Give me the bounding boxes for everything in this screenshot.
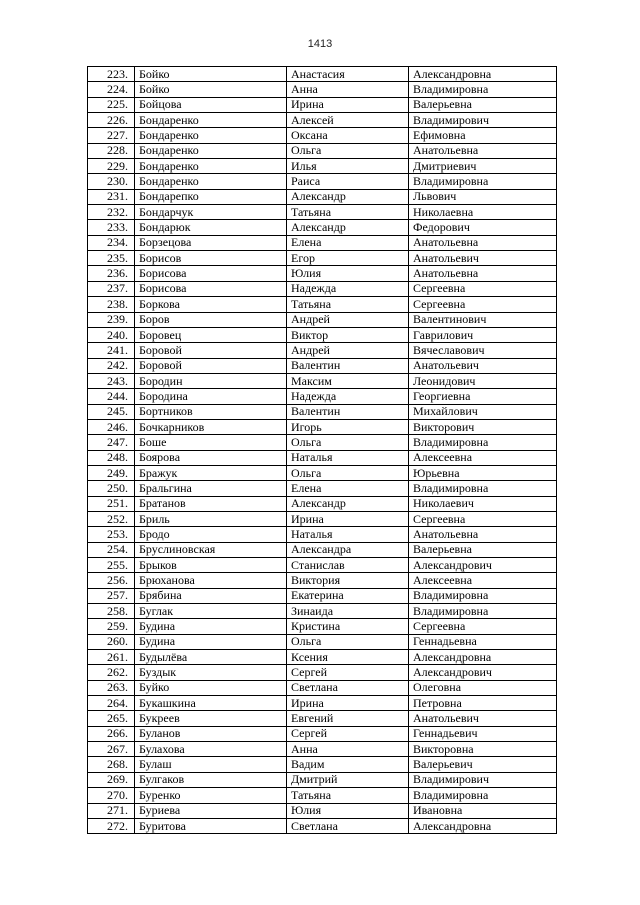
table-row bbox=[88, 297, 557, 312]
last-name-cell: Бруслиновская bbox=[135, 542, 287, 557]
table-row bbox=[88, 465, 557, 480]
first-name-cell: Зинаида bbox=[287, 604, 409, 619]
row-number-cell: 260. bbox=[88, 634, 135, 649]
patronymic-cell: Анатольевна bbox=[409, 143, 557, 158]
patronymic-cell: Геннадьевич bbox=[409, 726, 557, 741]
patronymic-cell: Юрьевна bbox=[409, 465, 557, 480]
last-name-cell: Бойко bbox=[135, 67, 287, 82]
first-name-cell: Анна bbox=[287, 82, 409, 97]
patronymic-cell: Владимировна bbox=[409, 788, 557, 803]
row-number-cell: 233. bbox=[88, 220, 135, 235]
row-number-cell: 223. bbox=[88, 67, 135, 82]
row-number-cell: 239. bbox=[88, 312, 135, 327]
names-table bbox=[87, 66, 557, 834]
first-name-cell: Кристина bbox=[287, 619, 409, 634]
table-row bbox=[88, 174, 557, 189]
patronymic-cell: Александрович bbox=[409, 558, 557, 573]
last-name-cell: Бойцова bbox=[135, 97, 287, 112]
names-table-body bbox=[88, 67, 557, 834]
table-row bbox=[88, 757, 557, 772]
first-name-cell: Юлия bbox=[287, 803, 409, 818]
table-row bbox=[88, 481, 557, 496]
row-number-cell: 236. bbox=[88, 266, 135, 281]
patronymic-cell: Сергеевна bbox=[409, 281, 557, 296]
row-number-cell: 227. bbox=[88, 128, 135, 143]
row-number-cell: 231. bbox=[88, 189, 135, 204]
row-number-cell: 264. bbox=[88, 696, 135, 711]
last-name-cell: Бородин bbox=[135, 373, 287, 388]
table-row bbox=[88, 788, 557, 803]
first-name-cell: Ольга bbox=[287, 634, 409, 649]
first-name-cell: Валентин bbox=[287, 404, 409, 419]
table-row bbox=[88, 419, 557, 434]
last-name-cell: Борзецова bbox=[135, 235, 287, 250]
patronymic-cell: Владимировна bbox=[409, 588, 557, 603]
table-row bbox=[88, 558, 557, 573]
last-name-cell: Боркова bbox=[135, 297, 287, 312]
first-name-cell: Надежда bbox=[287, 389, 409, 404]
table-row bbox=[88, 205, 557, 220]
row-number-cell: 272. bbox=[88, 818, 135, 833]
patronymic-cell: Дмитриевич bbox=[409, 159, 557, 174]
patronymic-cell: Петровна bbox=[409, 696, 557, 711]
patronymic-cell: Леонидович bbox=[409, 373, 557, 388]
last-name-cell: Буриева bbox=[135, 803, 287, 818]
table-row bbox=[88, 343, 557, 358]
table-row bbox=[88, 650, 557, 665]
row-number-cell: 253. bbox=[88, 527, 135, 542]
first-name-cell: Наталья bbox=[287, 527, 409, 542]
table-row bbox=[88, 742, 557, 757]
row-number-cell: 261. bbox=[88, 650, 135, 665]
patronymic-cell: Алексеевна bbox=[409, 450, 557, 465]
row-number-cell: 245. bbox=[88, 404, 135, 419]
first-name-cell: Станислав bbox=[287, 558, 409, 573]
first-name-cell: Ксения bbox=[287, 650, 409, 665]
table-row bbox=[88, 803, 557, 818]
patronymic-cell: Валерьевич bbox=[409, 757, 557, 772]
patronymic-cell: Сергеевна bbox=[409, 297, 557, 312]
patronymic-cell: Александровна bbox=[409, 818, 557, 833]
last-name-cell: Бондаренко bbox=[135, 143, 287, 158]
last-name-cell: Бондаренко bbox=[135, 113, 287, 128]
row-number-cell: 244. bbox=[88, 389, 135, 404]
last-name-cell: Бондаренко bbox=[135, 159, 287, 174]
first-name-cell: Валентин bbox=[287, 358, 409, 373]
table-row bbox=[88, 665, 557, 680]
row-number-cell: 266. bbox=[88, 726, 135, 741]
patronymic-cell: Сергеевна bbox=[409, 511, 557, 526]
last-name-cell: Боровой bbox=[135, 343, 287, 358]
first-name-cell: Ирина bbox=[287, 511, 409, 526]
last-name-cell: Букашкина bbox=[135, 696, 287, 711]
first-name-cell: Татьяна bbox=[287, 205, 409, 220]
patronymic-cell: Владимировна bbox=[409, 604, 557, 619]
patronymic-cell: Ивановна bbox=[409, 803, 557, 818]
patronymic-cell: Анатольевна bbox=[409, 266, 557, 281]
patronymic-cell: Александрович bbox=[409, 665, 557, 680]
last-name-cell: Булаш bbox=[135, 757, 287, 772]
patronymic-cell: Анатольевич bbox=[409, 358, 557, 373]
first-name-cell: Светлана bbox=[287, 818, 409, 833]
patronymic-cell: Федорович bbox=[409, 220, 557, 235]
row-number-cell: 251. bbox=[88, 496, 135, 511]
row-number-cell: 229. bbox=[88, 159, 135, 174]
table-row bbox=[88, 67, 557, 82]
patronymic-cell: Александровна bbox=[409, 650, 557, 665]
last-name-cell: Бондарюк bbox=[135, 220, 287, 235]
table-row bbox=[88, 634, 557, 649]
first-name-cell: Андрей bbox=[287, 343, 409, 358]
first-name-cell: Оксана bbox=[287, 128, 409, 143]
row-number-cell: 226. bbox=[88, 113, 135, 128]
table-row bbox=[88, 251, 557, 266]
last-name-cell: Буланов bbox=[135, 726, 287, 741]
last-name-cell: Бондарепко bbox=[135, 189, 287, 204]
first-name-cell: Вадим bbox=[287, 757, 409, 772]
table-row bbox=[88, 450, 557, 465]
table-row bbox=[88, 573, 557, 588]
first-name-cell: Ирина bbox=[287, 97, 409, 112]
patronymic-cell: Николаевна bbox=[409, 205, 557, 220]
patronymic-cell: Сергеевна bbox=[409, 619, 557, 634]
last-name-cell: Бондарчук bbox=[135, 205, 287, 220]
page-number: 1413 bbox=[307, 38, 333, 50]
table-row bbox=[88, 511, 557, 526]
row-number-cell: 243. bbox=[88, 373, 135, 388]
first-name-cell: Раиса bbox=[287, 174, 409, 189]
patronymic-cell: Ефимовна bbox=[409, 128, 557, 143]
patronymic-cell: Георгиевна bbox=[409, 389, 557, 404]
table-row bbox=[88, 159, 557, 174]
patronymic-cell: Вячеславович bbox=[409, 343, 557, 358]
patronymic-cell: Анатольевич bbox=[409, 251, 557, 266]
table-row bbox=[88, 128, 557, 143]
first-name-cell: Виктория bbox=[287, 573, 409, 588]
patronymic-cell: Анатольевич bbox=[409, 711, 557, 726]
first-name-cell: Екатерина bbox=[287, 588, 409, 603]
table-row bbox=[88, 696, 557, 711]
last-name-cell: Бриль bbox=[135, 511, 287, 526]
row-number-cell: 232. bbox=[88, 205, 135, 220]
table-row bbox=[88, 772, 557, 787]
row-number-cell: 225. bbox=[88, 97, 135, 112]
row-number-cell: 269. bbox=[88, 772, 135, 787]
row-number-cell: 241. bbox=[88, 343, 135, 358]
last-name-cell: Брюханова bbox=[135, 573, 287, 588]
row-number-cell: 250. bbox=[88, 481, 135, 496]
first-name-cell: Елена bbox=[287, 235, 409, 250]
first-name-cell: Александр bbox=[287, 189, 409, 204]
first-name-cell: Александр bbox=[287, 220, 409, 235]
last-name-cell: Боровец bbox=[135, 327, 287, 342]
patronymic-cell: Михайлович bbox=[409, 404, 557, 419]
patronymic-cell: Гаврилович bbox=[409, 327, 557, 342]
last-name-cell: Боше bbox=[135, 435, 287, 450]
last-name-cell: Будылёва bbox=[135, 650, 287, 665]
last-name-cell: Бродо bbox=[135, 527, 287, 542]
first-name-cell: Ольга bbox=[287, 435, 409, 450]
first-name-cell: Светлана bbox=[287, 680, 409, 695]
first-name-cell: Надежда bbox=[287, 281, 409, 296]
row-number-cell: 254. bbox=[88, 542, 135, 557]
last-name-cell: Бондаренко bbox=[135, 174, 287, 189]
first-name-cell: Евгений bbox=[287, 711, 409, 726]
table-row bbox=[88, 680, 557, 695]
patronymic-cell: Геннадьевна bbox=[409, 634, 557, 649]
row-number-cell: 237. bbox=[88, 281, 135, 296]
last-name-cell: Борисова bbox=[135, 266, 287, 281]
row-number-cell: 235. bbox=[88, 251, 135, 266]
table-row bbox=[88, 220, 557, 235]
first-name-cell: Игорь bbox=[287, 419, 409, 434]
table-row bbox=[88, 373, 557, 388]
patronymic-cell: Валерьевна bbox=[409, 542, 557, 557]
table-row bbox=[88, 435, 557, 450]
table-row bbox=[88, 189, 557, 204]
last-name-cell: Булахова bbox=[135, 742, 287, 757]
last-name-cell: Бральгина bbox=[135, 481, 287, 496]
first-name-cell: Виктор bbox=[287, 327, 409, 342]
last-name-cell: Бородина bbox=[135, 389, 287, 404]
patronymic-cell: Валерьевна bbox=[409, 97, 557, 112]
first-name-cell: Ирина bbox=[287, 696, 409, 711]
patronymic-cell: Львович bbox=[409, 189, 557, 204]
last-name-cell: Борисова bbox=[135, 281, 287, 296]
table-row bbox=[88, 527, 557, 542]
first-name-cell: Наталья bbox=[287, 450, 409, 465]
patronymic-cell: Владимировна bbox=[409, 82, 557, 97]
table-row bbox=[88, 97, 557, 112]
row-number-cell: 256. bbox=[88, 573, 135, 588]
table-row bbox=[88, 404, 557, 419]
row-number-cell: 224. bbox=[88, 82, 135, 97]
table-row bbox=[88, 619, 557, 634]
table-row bbox=[88, 281, 557, 296]
last-name-cell: Братанов bbox=[135, 496, 287, 511]
patronymic-cell: Владимировна bbox=[409, 481, 557, 496]
row-number-cell: 262. bbox=[88, 665, 135, 680]
table-row bbox=[88, 312, 557, 327]
table-row bbox=[88, 113, 557, 128]
last-name-cell: Бондаренко bbox=[135, 128, 287, 143]
first-name-cell: Александр bbox=[287, 496, 409, 511]
last-name-cell: Бражук bbox=[135, 465, 287, 480]
patronymic-cell: Владимирович bbox=[409, 113, 557, 128]
last-name-cell: Букреев bbox=[135, 711, 287, 726]
row-number-cell: 248. bbox=[88, 450, 135, 465]
patronymic-cell: Викторович bbox=[409, 419, 557, 434]
patronymic-cell: Викторовна bbox=[409, 742, 557, 757]
row-number-cell: 249. bbox=[88, 465, 135, 480]
table-row bbox=[88, 82, 557, 97]
last-name-cell: Боровой bbox=[135, 358, 287, 373]
patronymic-cell: Анатольевна bbox=[409, 235, 557, 250]
last-name-cell: Буглак bbox=[135, 604, 287, 619]
last-name-cell: Буренко bbox=[135, 788, 287, 803]
first-name-cell: Сергей bbox=[287, 665, 409, 680]
patronymic-cell: Валентинович bbox=[409, 312, 557, 327]
row-number-cell: 242. bbox=[88, 358, 135, 373]
row-number-cell: 258. bbox=[88, 604, 135, 619]
first-name-cell: Юлия bbox=[287, 266, 409, 281]
row-number-cell: 263. bbox=[88, 680, 135, 695]
last-name-cell: Буздык bbox=[135, 665, 287, 680]
patronymic-cell: Владимировна bbox=[409, 435, 557, 450]
table-row bbox=[88, 327, 557, 342]
first-name-cell: Алексей bbox=[287, 113, 409, 128]
table-row bbox=[88, 726, 557, 741]
table-row bbox=[88, 818, 557, 833]
first-name-cell: Дмитрий bbox=[287, 772, 409, 787]
row-number-cell: 247. bbox=[88, 435, 135, 450]
table-row bbox=[88, 266, 557, 281]
row-number-cell: 255. bbox=[88, 558, 135, 573]
patronymic-cell: Александровна bbox=[409, 67, 557, 82]
first-name-cell: Ольга bbox=[287, 143, 409, 158]
last-name-cell: Бочкарников bbox=[135, 419, 287, 434]
row-number-cell: 240. bbox=[88, 327, 135, 342]
last-name-cell: Бортников bbox=[135, 404, 287, 419]
first-name-cell: Илья bbox=[287, 159, 409, 174]
first-name-cell: Егор bbox=[287, 251, 409, 266]
row-number-cell: 228. bbox=[88, 143, 135, 158]
first-name-cell: Андрей bbox=[287, 312, 409, 327]
row-number-cell: 271. bbox=[88, 803, 135, 818]
table-row bbox=[88, 389, 557, 404]
table-row bbox=[88, 143, 557, 158]
row-number-cell: 259. bbox=[88, 619, 135, 634]
last-name-cell: Будина bbox=[135, 634, 287, 649]
first-name-cell: Ольга bbox=[287, 465, 409, 480]
row-number-cell: 268. bbox=[88, 757, 135, 772]
first-name-cell: Максим bbox=[287, 373, 409, 388]
last-name-cell: Булгаков bbox=[135, 772, 287, 787]
table-row bbox=[88, 711, 557, 726]
row-number-cell: 246. bbox=[88, 419, 135, 434]
last-name-cell: Борисов bbox=[135, 251, 287, 266]
first-name-cell: Татьяна bbox=[287, 788, 409, 803]
last-name-cell: Буйко bbox=[135, 680, 287, 695]
first-name-cell: Анастасия bbox=[287, 67, 409, 82]
first-name-cell: Сергей bbox=[287, 726, 409, 741]
row-number-cell: 270. bbox=[88, 788, 135, 803]
last-name-cell: Боярова bbox=[135, 450, 287, 465]
row-number-cell: 238. bbox=[88, 297, 135, 312]
patronymic-cell: Владимирович bbox=[409, 772, 557, 787]
patronymic-cell: Алексеевна bbox=[409, 573, 557, 588]
last-name-cell: Будина bbox=[135, 619, 287, 634]
row-number-cell: 265. bbox=[88, 711, 135, 726]
table-row bbox=[88, 604, 557, 619]
row-number-cell: 267. bbox=[88, 742, 135, 757]
last-name-cell: Брябина bbox=[135, 588, 287, 603]
patronymic-cell: Анатольевна bbox=[409, 527, 557, 542]
first-name-cell: Анна bbox=[287, 742, 409, 757]
table-row bbox=[88, 542, 557, 557]
last-name-cell: Буритова bbox=[135, 818, 287, 833]
table-row bbox=[88, 496, 557, 511]
row-number-cell: 252. bbox=[88, 511, 135, 526]
row-number-cell: 230. bbox=[88, 174, 135, 189]
patronymic-cell: Олеговна bbox=[409, 680, 557, 695]
row-number-cell: 257. bbox=[88, 588, 135, 603]
last-name-cell: Бойко bbox=[135, 82, 287, 97]
table-row bbox=[88, 358, 557, 373]
row-number-cell: 234. bbox=[88, 235, 135, 250]
last-name-cell: Боров bbox=[135, 312, 287, 327]
last-name-cell: Брыков bbox=[135, 558, 287, 573]
patronymic-cell: Владимировна bbox=[409, 174, 557, 189]
first-name-cell: Татьяна bbox=[287, 297, 409, 312]
first-name-cell: Александра bbox=[287, 542, 409, 557]
patronymic-cell: Николаевич bbox=[409, 496, 557, 511]
table-row bbox=[88, 588, 557, 603]
table-row bbox=[88, 235, 557, 250]
first-name-cell: Елена bbox=[287, 481, 409, 496]
